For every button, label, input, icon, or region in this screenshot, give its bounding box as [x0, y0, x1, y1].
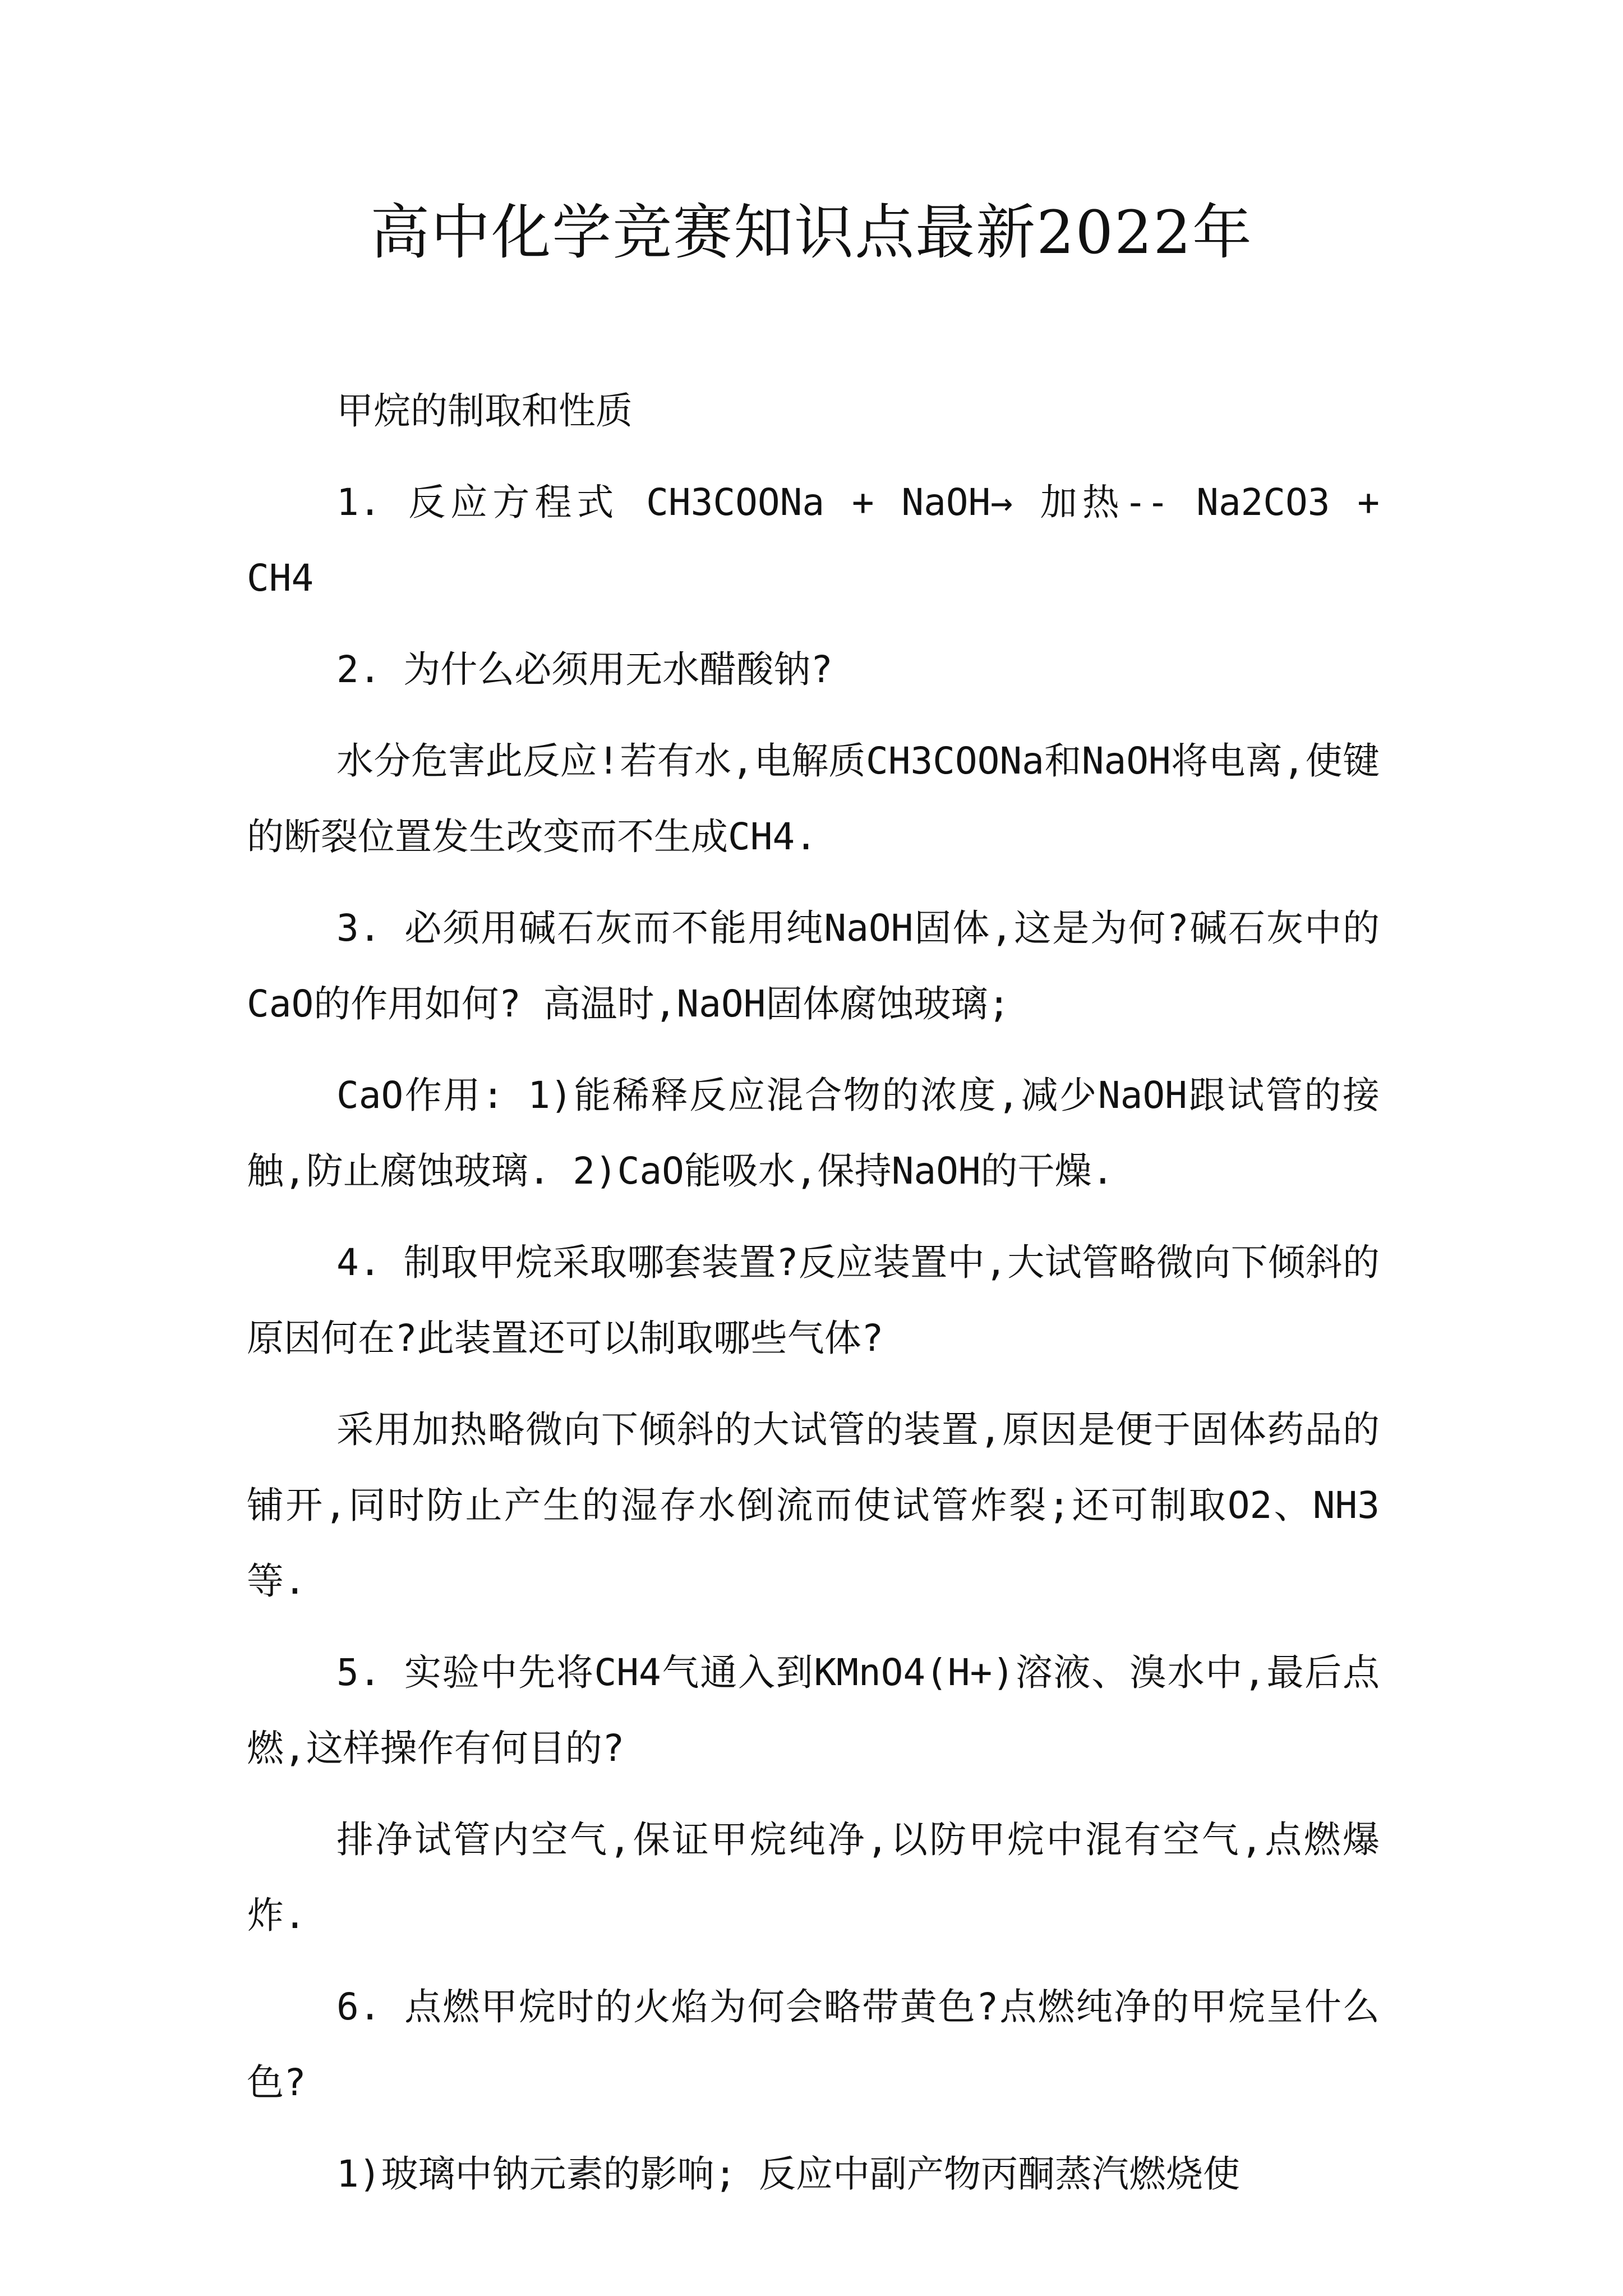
paragraph: 排净试管内空气,保证甲烷纯净,以防甲烷中混有空气,点燃爆炸.: [247, 1818, 1380, 1937]
paragraph: 采用加热略微向下倾斜的大试管的装置,原因是便于固体药品的铺开,同时防止产生的湿存水倒流而使试管炸裂;还可制取O2、NH3等.: [247, 1408, 1380, 1603]
paragraph: 2. 为什么必须用无水醋酸钠?: [336, 648, 833, 691]
paragraph: CaO作用: 1)能稀释反应混合物的浓度,减少NaOH跟试管的接触,防止腐蚀玻璃. 2)CaO能吸水,保持NaOH的干燥.: [247, 1074, 1380, 1193]
document-body: [247, 373, 1380, 2212]
paragraph: 6. 点燃甲烷时的火焰为何会略带黄色?点燃纯净的甲烷呈什么色?: [247, 1985, 1380, 2104]
paragraph: 甲烷的制取和性质: [336, 389, 633, 432]
paragraph: 1)玻璃中钠元素的影响; 反应中副产物丙酮蒸汽燃烧使: [336, 2152, 1240, 2196]
paragraph: 1. 反应方程式 CH3COONa + NaOH→ 加热-- Na2CO3 + CH4: [247, 481, 1380, 600]
paragraph: 5. 实验中先将CH4气通入到KMnO4(H+)溶液、溴水中,最后点燃,这样操作有何目的?: [247, 1651, 1380, 1770]
paragraph: 3. 必须用碱石灰而不能用纯NaOH固体,这是为何?碱石灰中的CaO的作用如何? 高温时,NaOH固体腐蚀玻璃;: [247, 907, 1380, 1025]
paragraph: 水分危害此反应!若有水,电解质CH3COONa和NaOH将电离,使键的断裂位置发生改变而不生成CH4.: [247, 739, 1380, 858]
paragraph: 4. 制取甲烷采取哪套装置?反应装置中,大试管略微向下倾斜的原因何在?此装置还可以制取哪些气体?: [247, 1241, 1380, 1360]
document-title: 高中化学竞赛知识点最新2022年: [370, 198, 1253, 267]
